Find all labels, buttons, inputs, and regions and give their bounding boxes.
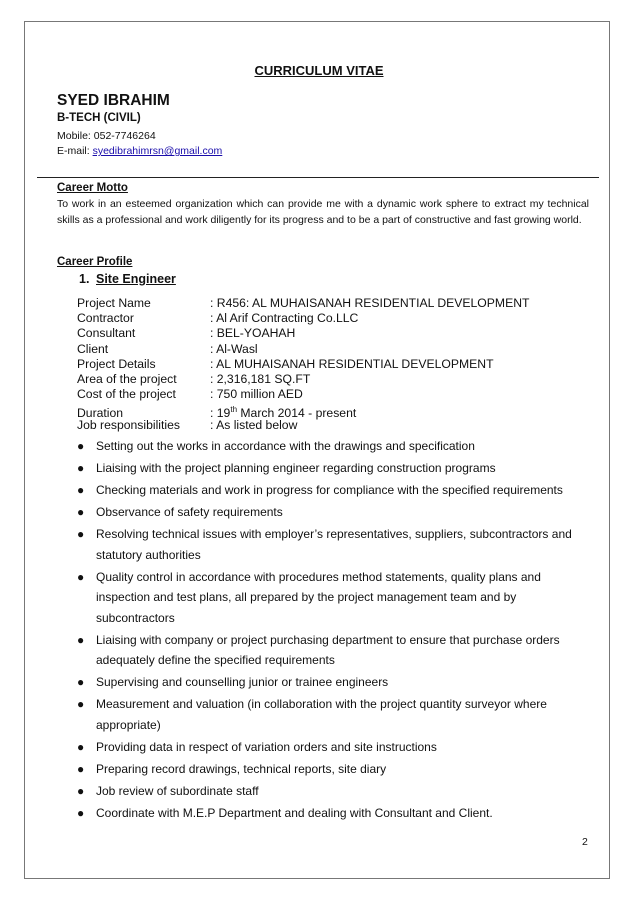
detail-value: : R456: AL MUHAISANAH RESIDENTIAL DEVELOPMENT bbox=[210, 296, 530, 310]
list-item bbox=[75, 694, 575, 735]
list-item bbox=[75, 781, 575, 802]
mobile-line bbox=[57, 130, 156, 142]
detail-label: Contractor bbox=[77, 311, 134, 326]
list-item-text: Quality control in accordance with procedures method statements, quality plans and inspection and test plans, all prepared by the project management team and by subcontractors bbox=[96, 569, 541, 625]
list-item bbox=[75, 458, 575, 479]
bullet-icon: ● bbox=[77, 439, 85, 453]
detail-label: Project Details bbox=[77, 356, 156, 371]
list-item-text: Liaising with the project planning engineer regarding construction programs bbox=[96, 461, 496, 475]
duration-rest: March 2014 - present bbox=[237, 406, 357, 421]
detail-row-cost bbox=[77, 387, 529, 402]
bullet-icon: ● bbox=[77, 697, 85, 711]
bullet-icon: ● bbox=[77, 505, 85, 519]
bullet-icon: ● bbox=[77, 632, 85, 647]
duration-day: : 19 bbox=[210, 406, 231, 421]
list-item bbox=[75, 524, 575, 565]
list-item bbox=[75, 480, 575, 501]
job-title-text: Site Engineer bbox=[96, 272, 176, 286]
list-item-text: Job review of subordinate staff bbox=[96, 783, 259, 798]
email-line bbox=[57, 145, 222, 157]
list-item bbox=[75, 737, 575, 758]
job-title bbox=[79, 272, 176, 286]
list-item-text: Providing data in respect of variation orders and site instructions bbox=[96, 739, 437, 754]
bullet-icon: ● bbox=[77, 783, 85, 798]
detail-value: : AL MUHAISANAH RESIDENTIAL DEVELOPMENT bbox=[210, 356, 494, 371]
bullet-icon: ● bbox=[77, 483, 85, 497]
bullet-icon: ● bbox=[77, 805, 85, 820]
list-item-text: Coordinate with M.E.P Department and dealing with Consultant and Client. bbox=[96, 805, 493, 820]
bullet-icon: ● bbox=[77, 461, 85, 475]
list-item-text: Observance of safety requirements bbox=[96, 505, 283, 519]
bullet-icon: ● bbox=[77, 761, 85, 776]
list-item-text: Measurement and valuation (in collaboration with the project quantity surveyor where appropriate) bbox=[96, 697, 547, 732]
detail-row-duration bbox=[77, 402, 529, 421]
detail-row-contractor bbox=[77, 311, 529, 326]
project-details bbox=[77, 296, 529, 433]
list-item-text: Resolving technical issues with employer’s representatives, suppliers, subcontractors and statutory authorities bbox=[96, 527, 572, 562]
candidate-name: SYED IBRAHIM bbox=[57, 92, 170, 109]
bullet-icon: ● bbox=[77, 675, 85, 689]
responsibilities-list bbox=[75, 436, 575, 825]
list-item-text: Liaising with company or project purchasing department to ensure that purchase orders adequately define the specified requirements bbox=[96, 632, 560, 667]
list-item bbox=[75, 502, 575, 523]
detail-value: : Al Arif Contracting Co.LLC bbox=[210, 311, 359, 326]
detail-value: : BEL-YOAHAH bbox=[210, 326, 296, 341]
detail-row-project-details bbox=[77, 357, 529, 372]
list-item bbox=[75, 759, 575, 780]
list-item-text: Setting out the works in accordance with the drawings and specification bbox=[96, 439, 475, 453]
list-item-text: Supervising and counselling junior or trainee engineers bbox=[96, 675, 389, 689]
detail-label: Job responsibilities bbox=[77, 417, 180, 432]
list-item bbox=[75, 436, 575, 457]
detail-value: : 2,316,181 SQ.FT bbox=[210, 371, 311, 386]
list-item-text: Preparing record drawings, technical reports, site diary bbox=[96, 761, 387, 776]
document-title: CURRICULUM VITAE bbox=[254, 63, 384, 78]
email-link[interactable]: syedibrahimrsn@gmail.com bbox=[92, 145, 223, 157]
detail-value: : As listed below bbox=[210, 417, 298, 432]
detail-label: Duration bbox=[77, 406, 124, 421]
list-item bbox=[75, 672, 575, 693]
detail-value: : 750 million AED bbox=[210, 387, 303, 402]
list-item bbox=[75, 567, 575, 629]
detail-label: Cost of the project bbox=[77, 387, 176, 402]
career-profile-heading: Career Profile bbox=[57, 256, 133, 268]
mobile-number: 052-7746264 bbox=[93, 130, 156, 142]
detail-row-area bbox=[77, 372, 529, 387]
detail-row-project-name bbox=[77, 296, 529, 311]
detail-label: Project Name bbox=[77, 296, 151, 310]
section-divider bbox=[37, 177, 599, 178]
job-number: 1. bbox=[79, 272, 90, 286]
candidate-degree: B-TECH (CIVIL) bbox=[57, 112, 141, 124]
career-motto-heading: Career Motto bbox=[57, 182, 128, 194]
career-motto-text: To work in an esteemed organization which can provide me with a dynamic work sphere to extract my technical skills as a professional and work diligently for its progress and to be a part of constructive and fast growing world. bbox=[57, 198, 589, 227]
detail-row-client bbox=[77, 342, 529, 357]
detail-label: Area of the project bbox=[77, 371, 177, 386]
list-item bbox=[75, 803, 575, 824]
page-number: 2 bbox=[582, 836, 588, 848]
duration-ordinal: th bbox=[230, 405, 238, 415]
bullet-icon: ● bbox=[77, 569, 85, 584]
detail-row-consultant bbox=[77, 326, 529, 341]
mobile-label: Mobile: bbox=[57, 130, 94, 142]
list-item-text: Checking materials and work in progress for compliance with the specified requirements bbox=[96, 483, 563, 497]
detail-value: : Al-Wasl bbox=[210, 341, 258, 356]
email-label: E-mail: bbox=[57, 145, 93, 157]
bullet-icon: ● bbox=[77, 527, 85, 541]
detail-label: Client bbox=[77, 341, 109, 356]
list-item bbox=[75, 630, 575, 671]
bullet-icon: ● bbox=[77, 739, 85, 754]
detail-label: Consultant bbox=[77, 326, 136, 341]
